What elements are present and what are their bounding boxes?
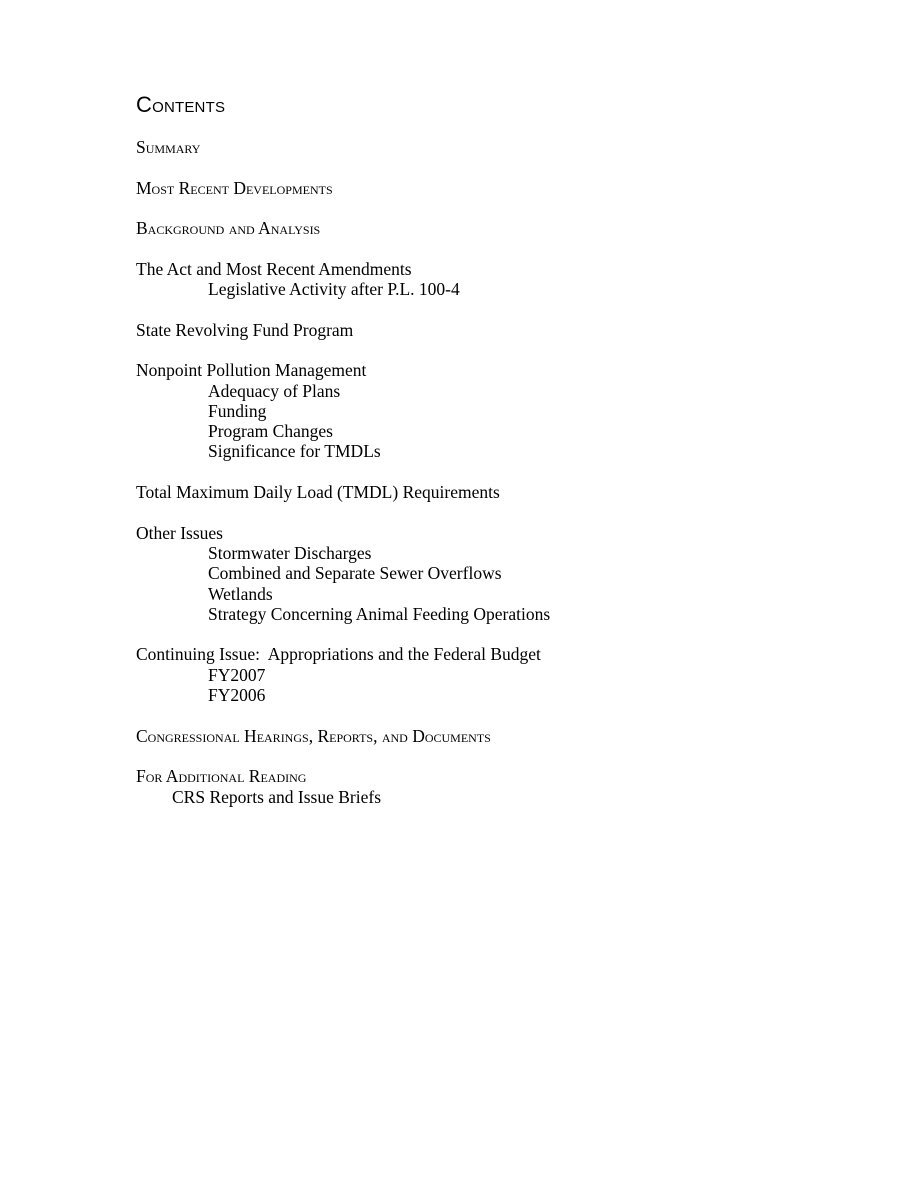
toc-spacer bbox=[136, 746, 836, 766]
toc-entry-other-issues[interactable]: Other Issues bbox=[136, 522, 223, 543]
toc-subentry-crs-reports[interactable]: CRS Reports and Issue Briefs bbox=[172, 786, 382, 807]
toc-spacer bbox=[136, 624, 836, 644]
toc-subentry-wetlands[interactable]: Wetlands bbox=[208, 583, 273, 604]
toc-subentry-significance-for-tmdls[interactable]: Significance for TMDLs bbox=[208, 441, 381, 462]
toc-subentry-sewer-overflows[interactable]: Combined and Separate Sewer Overflows bbox=[208, 563, 502, 584]
toc-subentry-funding[interactable]: Funding bbox=[208, 400, 267, 421]
toc-entry-summary[interactable]: Summary bbox=[136, 137, 201, 157]
toc-subentry-animal-feeding[interactable]: Strategy Concerning Animal Feeding Operations bbox=[208, 603, 551, 624]
toc-subentry-program-changes[interactable]: Program Changes bbox=[208, 421, 333, 442]
toc-entry-additional-reading[interactable]: For Additional Reading bbox=[136, 766, 307, 787]
contents-page bbox=[136, 88, 836, 807]
toc-spacer bbox=[136, 198, 836, 218]
toc-spacer bbox=[136, 340, 836, 360]
toc-subentry-fy2007[interactable]: FY2007 bbox=[208, 664, 266, 685]
page-title: Contents bbox=[136, 92, 226, 117]
toc-spacer bbox=[136, 502, 836, 522]
toc-subentry-fy2006[interactable]: FY2006 bbox=[208, 685, 266, 706]
toc-spacer bbox=[136, 238, 836, 258]
toc-entry-nonpoint-pollution[interactable]: Nonpoint Pollution Management bbox=[136, 360, 367, 381]
toc-entry-act-and-amendments[interactable]: The Act and Most Recent Amendments bbox=[136, 258, 412, 279]
toc-subentry-legislative-activity[interactable]: Legislative Activity after P.L. 100-4 bbox=[208, 279, 460, 300]
toc-entry-background-and-analysis[interactable]: Background and Analysis bbox=[136, 218, 321, 239]
toc-spacer bbox=[136, 157, 836, 177]
toc-subentry-stormwater[interactable]: Stormwater Discharges bbox=[208, 542, 372, 563]
toc-subentry-adequacy-of-plans[interactable]: Adequacy of Plans bbox=[208, 380, 341, 401]
toc-spacer bbox=[136, 462, 836, 482]
toc-entry-congressional-hearings[interactable]: Congressional Hearings, Reports, and Documents bbox=[136, 725, 491, 746]
toc-entry-tmdl-requirements[interactable]: Total Maximum Daily Load (TMDL) Requirements bbox=[136, 482, 500, 503]
toc-entry-appropriations[interactable]: Continuing Issue: Appropriations and the Federal Budget bbox=[136, 644, 541, 665]
toc-entry-most-recent-developments[interactable]: Most Recent Developments bbox=[136, 177, 333, 198]
toc-spacer bbox=[136, 299, 836, 319]
table-of-contents bbox=[136, 137, 836, 807]
toc-entry-state-revolving-fund[interactable]: State Revolving Fund Program bbox=[136, 319, 354, 340]
toc-spacer bbox=[136, 705, 836, 725]
